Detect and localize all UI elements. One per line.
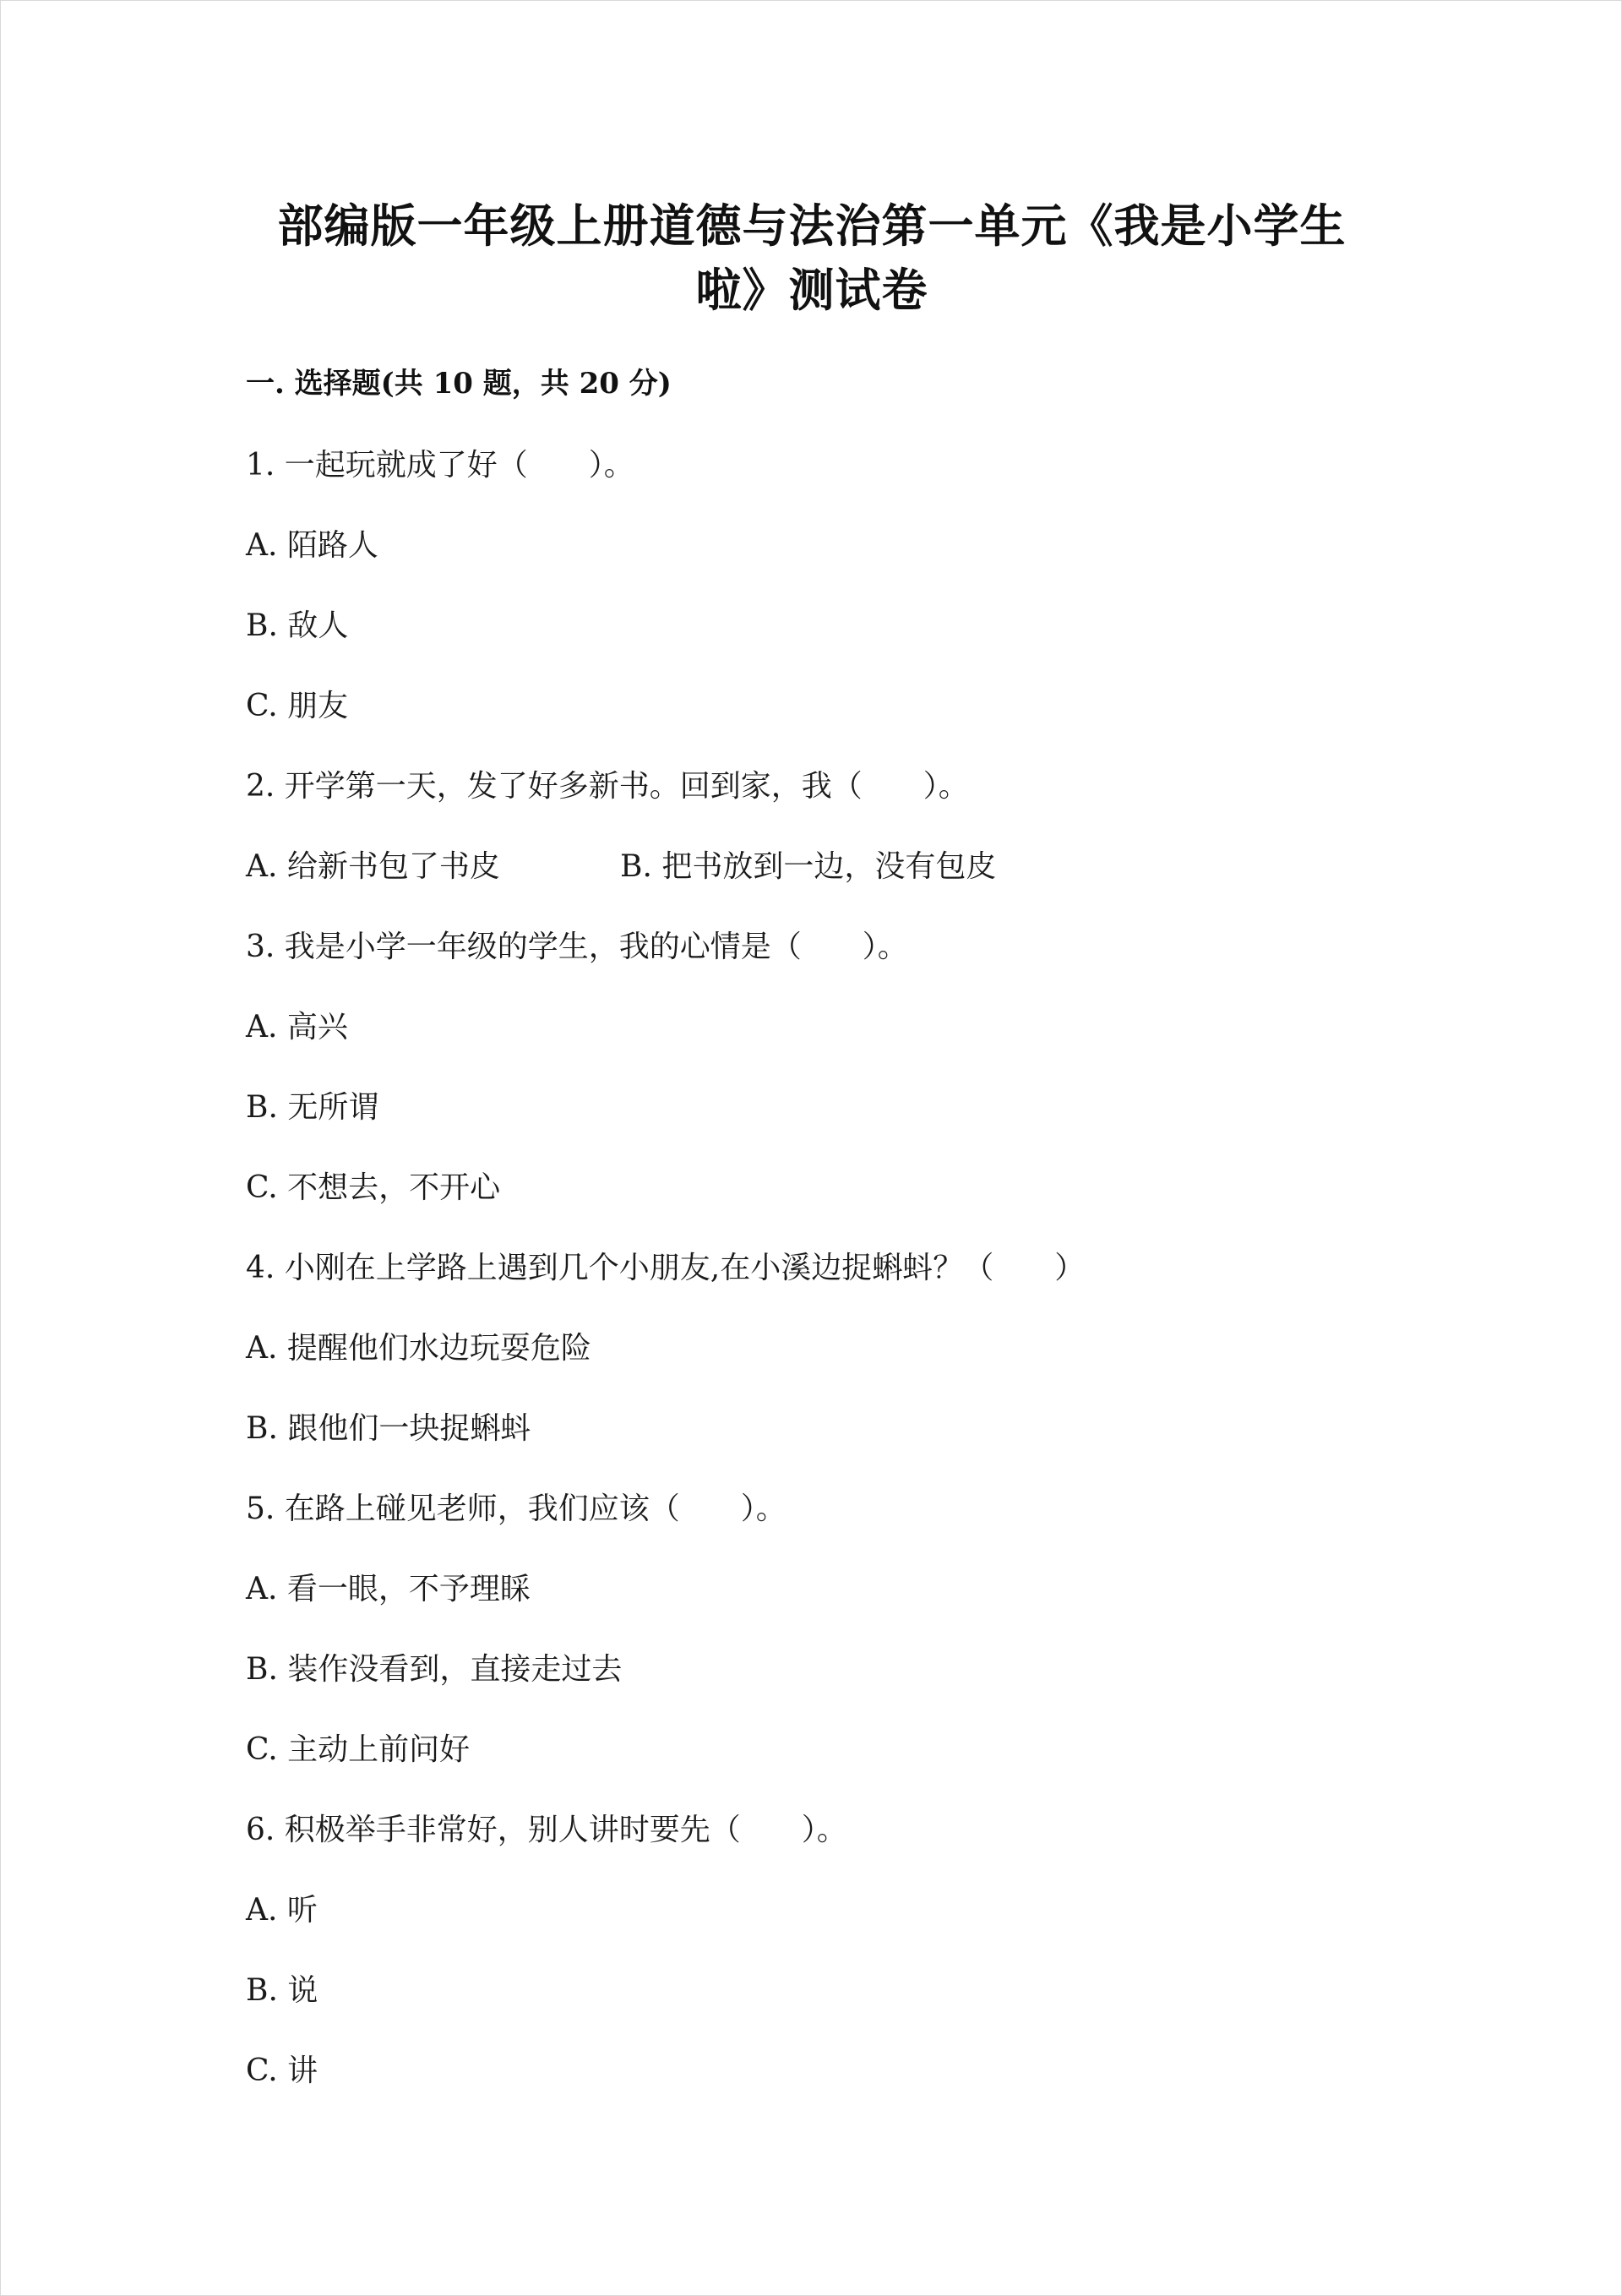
question-1-stem: 1. 一起玩就成了好（ ）。 [246,448,634,483]
question-2-stem: 2. 开学第一天，发了好多新书。回到家，我（ ）。 [246,769,969,804]
document-title: 部编版一年级上册道德与法治第一单元《我是小学生啦》测试卷 [277,199,1347,317]
question-1-option-c: C. 朋友 [246,689,349,723]
question-6-stem: 6. 积极举手非常好，别人讲时要先（ ）。 [246,1813,847,1847]
question-5-option-c: C. 主动上前问好 [246,1732,471,1767]
question-5-option-b: B. 装作没看到，直接走过去 [246,1652,623,1687]
question-1-option-b: B. 敌人 [246,608,349,643]
question-2-option-b: B. 把书放到一边，没有包皮 [620,849,997,884]
question-3-stem: 3. 我是小学一年级的学生，我的心情是（ ）。 [246,930,908,964]
question-3-option-c: C. 不想去，不开心 [246,1170,501,1205]
question-6-option-b: B. 说 [246,1973,318,2008]
question-3-option-a: A. 高兴 [246,1010,348,1044]
question-1-option-a: A. 陌路人 [246,528,378,563]
question-4-stem: 4. 小刚在上学路上遇到几个小朋友,在小溪边捉蝌蚪？（ ） [246,1251,1086,1285]
question-5-stem: 5. 在路上碰见老师，我们应该（ ）。 [246,1492,787,1526]
question-2-option-a: A. 给新书包了书皮 [246,849,500,884]
question-4-option-a: A. 提醒他们水边玩耍危险 [246,1331,591,1366]
question-6-option-a: A. 听 [246,1893,318,1928]
question-4-option-b: B. 跟他们一块捉蝌蚪 [246,1411,531,1446]
question-5-option-a: A. 看一眼，不予理睬 [246,1572,531,1606]
section-heading: 一. 选择题(共 10 题，共 20 分) [246,367,672,401]
question-6-option-c: C. 讲 [246,2053,318,2088]
question-3-option-b: B. 无所谓 [246,1090,379,1125]
